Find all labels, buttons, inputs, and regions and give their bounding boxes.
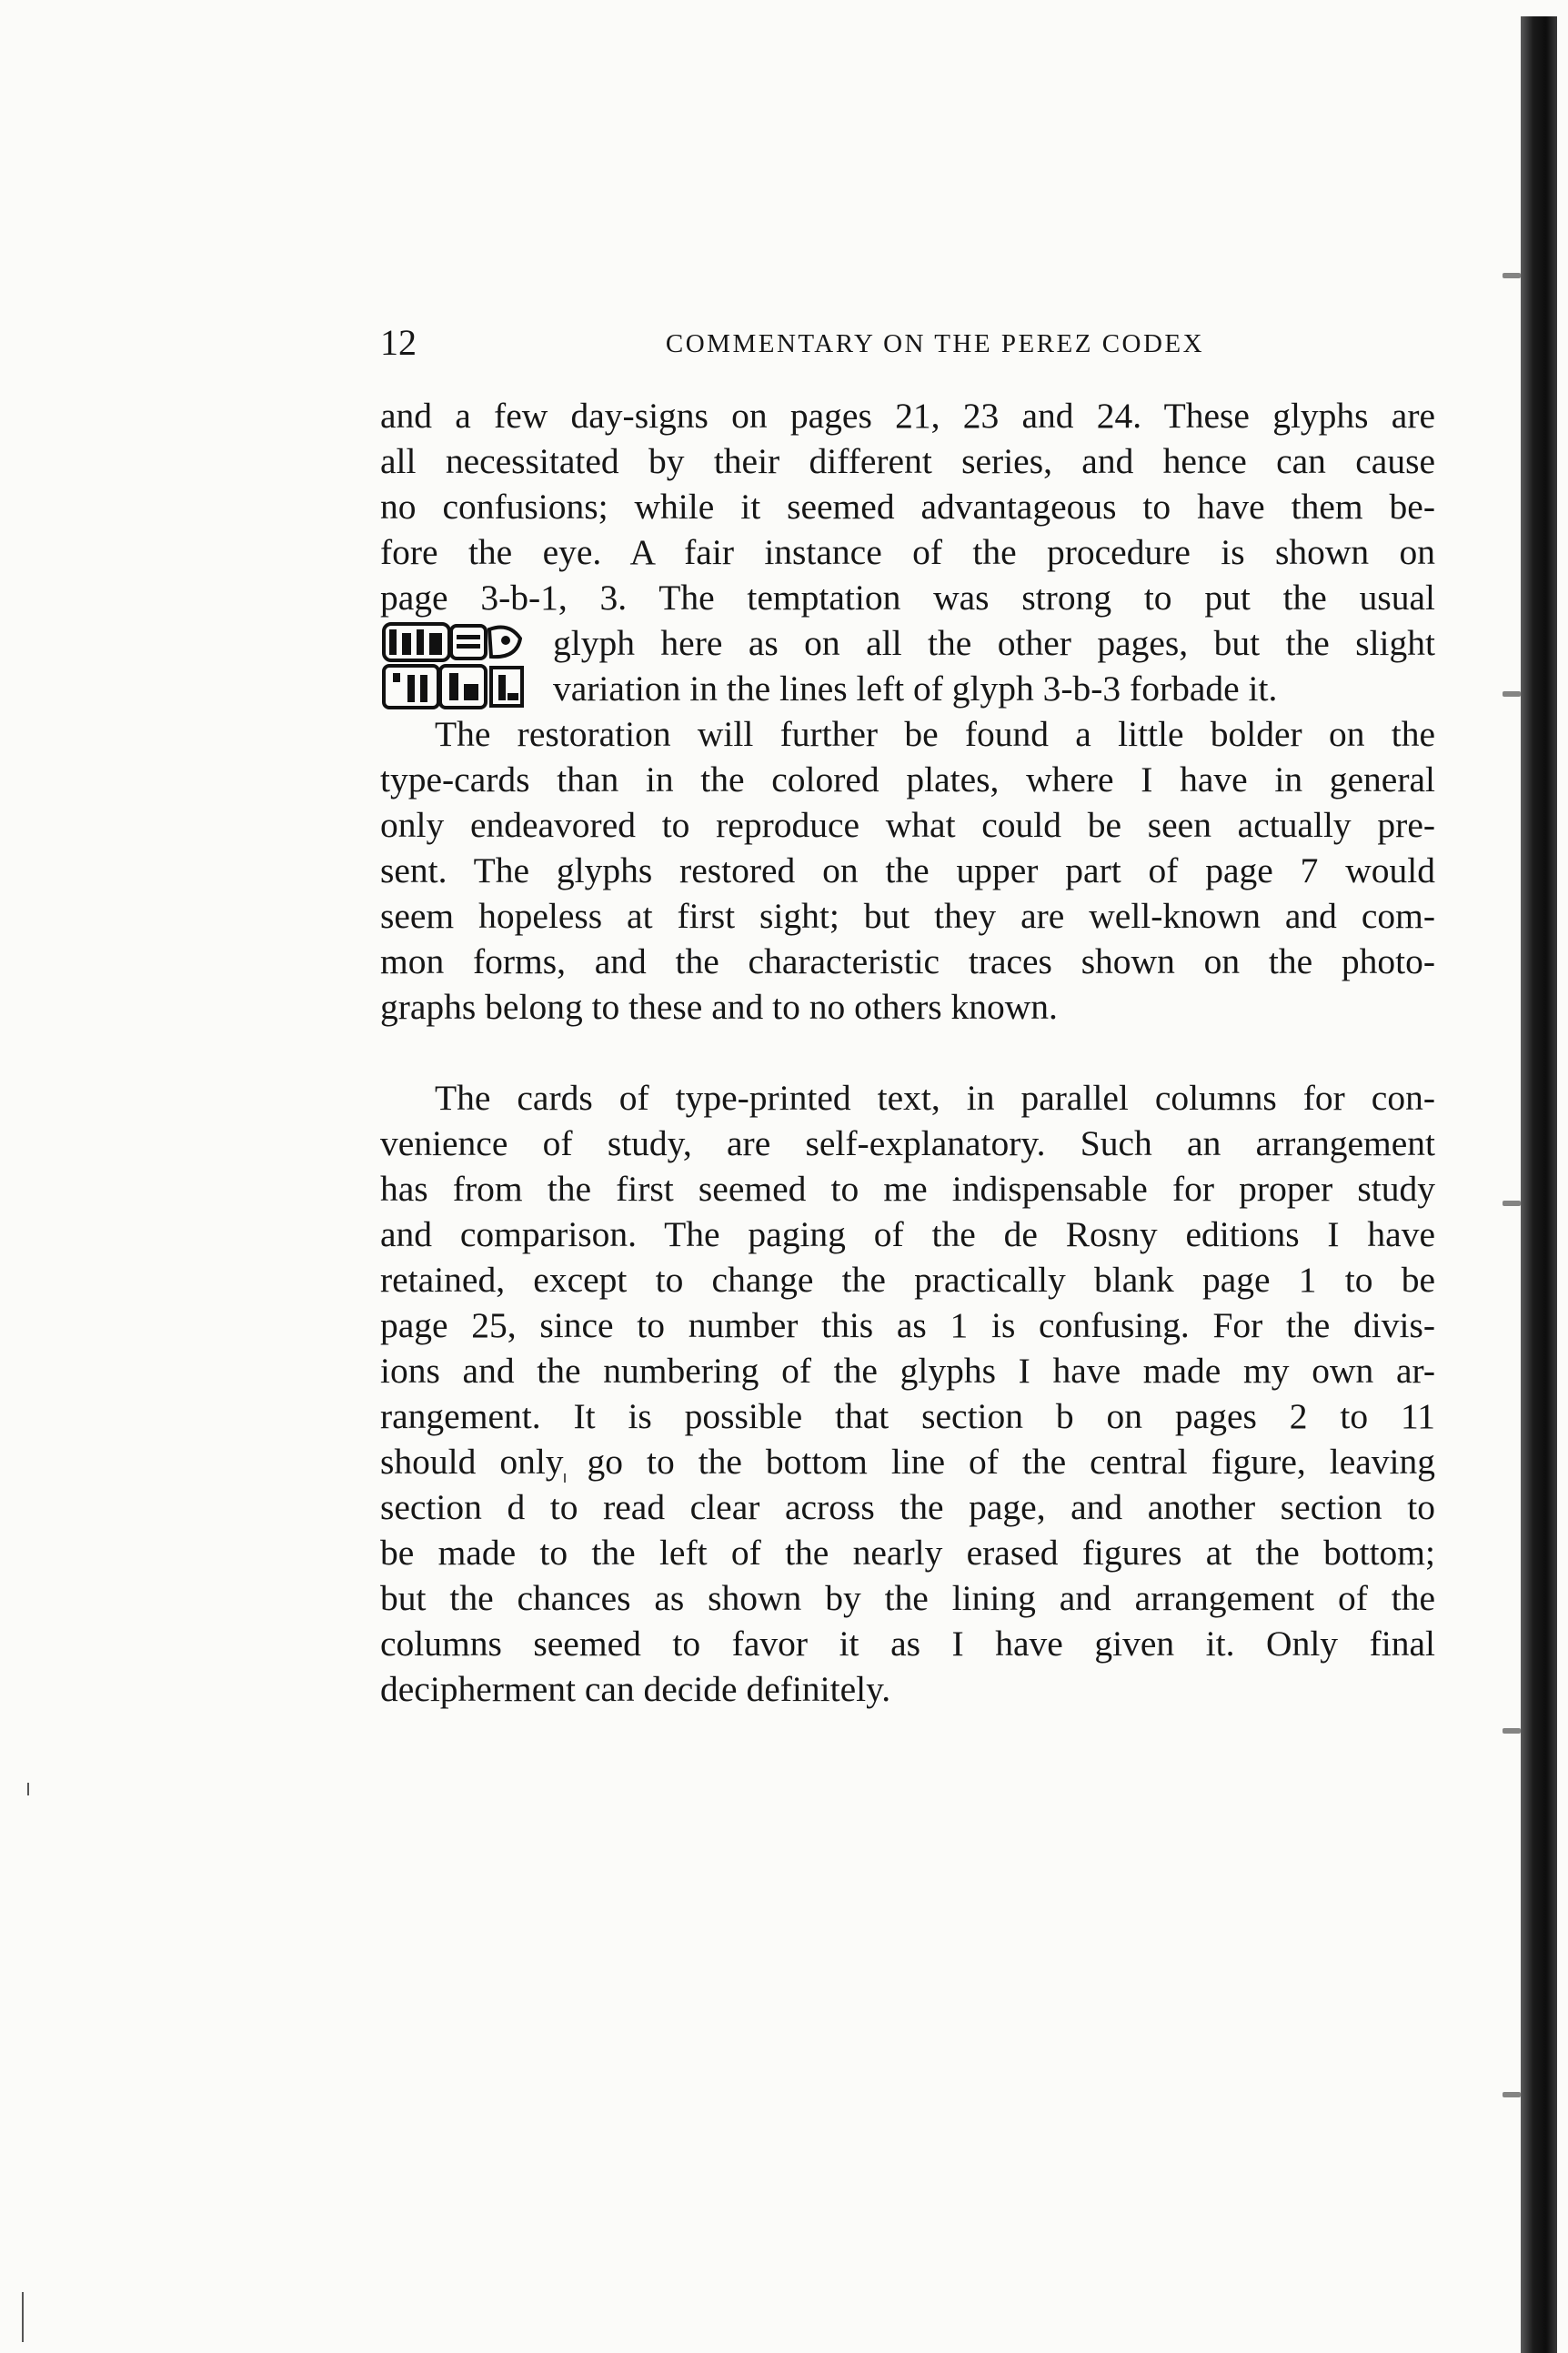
running-head xyxy=(380,320,1435,366)
text-line: page 25, since to number this as 1 is confusing. For the divis- xyxy=(380,1305,1435,1345)
text-line: no confusions; while it seemed advantageous to have them be- xyxy=(380,487,1435,527)
maya-glyph-figure xyxy=(380,620,542,711)
text-line: glyph here as on all the other pages, but the slight xyxy=(553,623,1435,663)
scan-mark xyxy=(22,2292,24,2342)
text-line: variation in the lines left of glyph 3-b-3 forbade it. xyxy=(553,669,1278,709)
text-line: should only go to the bottom line of the central figure, leaving xyxy=(380,1442,1435,1482)
binding-speck xyxy=(1503,2092,1521,2097)
text-line: venience of study, are self-explanatory. Such an arrangement xyxy=(380,1123,1435,1163)
text-line: fore the eye. A fair instance of the procedure is shown on xyxy=(380,532,1435,572)
text-line: mon forms, and the characteristic traces shown on the photo- xyxy=(380,941,1435,981)
paragraph-2 xyxy=(380,1075,1435,1712)
paragraph-1 xyxy=(380,393,1435,1030)
page-number: 12 xyxy=(380,322,417,363)
text-line: seem hopeless at first sight; but they are well-known and com- xyxy=(380,896,1435,936)
text-line: all necessitated by their different series, and hence can cause xyxy=(380,441,1435,481)
binding-speck xyxy=(1503,1728,1521,1734)
text-line: columns seemed to favor it as I have given it. Only final xyxy=(380,1624,1435,1664)
text-line: and a few day-signs on pages 21, 23 and 24. These glyphs are xyxy=(380,396,1435,436)
text-line: page 3-b-1, 3. The temptation was strong to put the usual xyxy=(380,578,1435,618)
text-line: only endeavored to reproduce what could be seen actually pre- xyxy=(380,805,1435,845)
binding-speck xyxy=(1503,1201,1521,1206)
binding-speck xyxy=(1503,691,1521,697)
maya-glyph-icon xyxy=(380,620,542,711)
text-line: section d to read clear across the page, and another section to xyxy=(380,1487,1435,1527)
text-line: type-cards than in the colored plates, where I have in general xyxy=(380,759,1435,799)
text-line: and comparison. The paging of the de Rosny editions I have xyxy=(380,1214,1435,1254)
text-line: be made to the left of the nearly erased figures at the bottom; xyxy=(380,1533,1435,1573)
text-line: but the chances as shown by the lining and arrangement of the xyxy=(380,1578,1435,1618)
text-line: The cards of type-printed text, in parallel columns for con- xyxy=(435,1078,1435,1118)
text-line: graphs belong to these and to no others known. xyxy=(380,987,1058,1027)
text-line: retained, except to change the practically blank page 1 to be xyxy=(380,1260,1435,1300)
binding-speck xyxy=(1503,273,1521,278)
book-binding-edge xyxy=(1521,16,1557,2353)
scan-mark xyxy=(27,1783,29,1795)
text-line: ions and the numbering of the glyphs I have made my own ar- xyxy=(380,1351,1435,1391)
text-line: The restoration will further be found a little bolder on the xyxy=(435,714,1435,754)
text-line: rangement. It is possible that section b on pages 2 to 11 xyxy=(380,1396,1435,1436)
text-line: decipherment can decide definitely. xyxy=(380,1669,891,1709)
text-line: has from the first seemed to me indispensable for proper study xyxy=(380,1169,1435,1209)
text-line: sent. The glyphs restored on the upper part of page 7 would xyxy=(380,850,1435,890)
body-text xyxy=(380,393,1435,1712)
running-head-title: COMMENTARY ON THE PEREZ CODEX xyxy=(665,329,1205,358)
glyph-wrap-block xyxy=(380,620,1435,711)
